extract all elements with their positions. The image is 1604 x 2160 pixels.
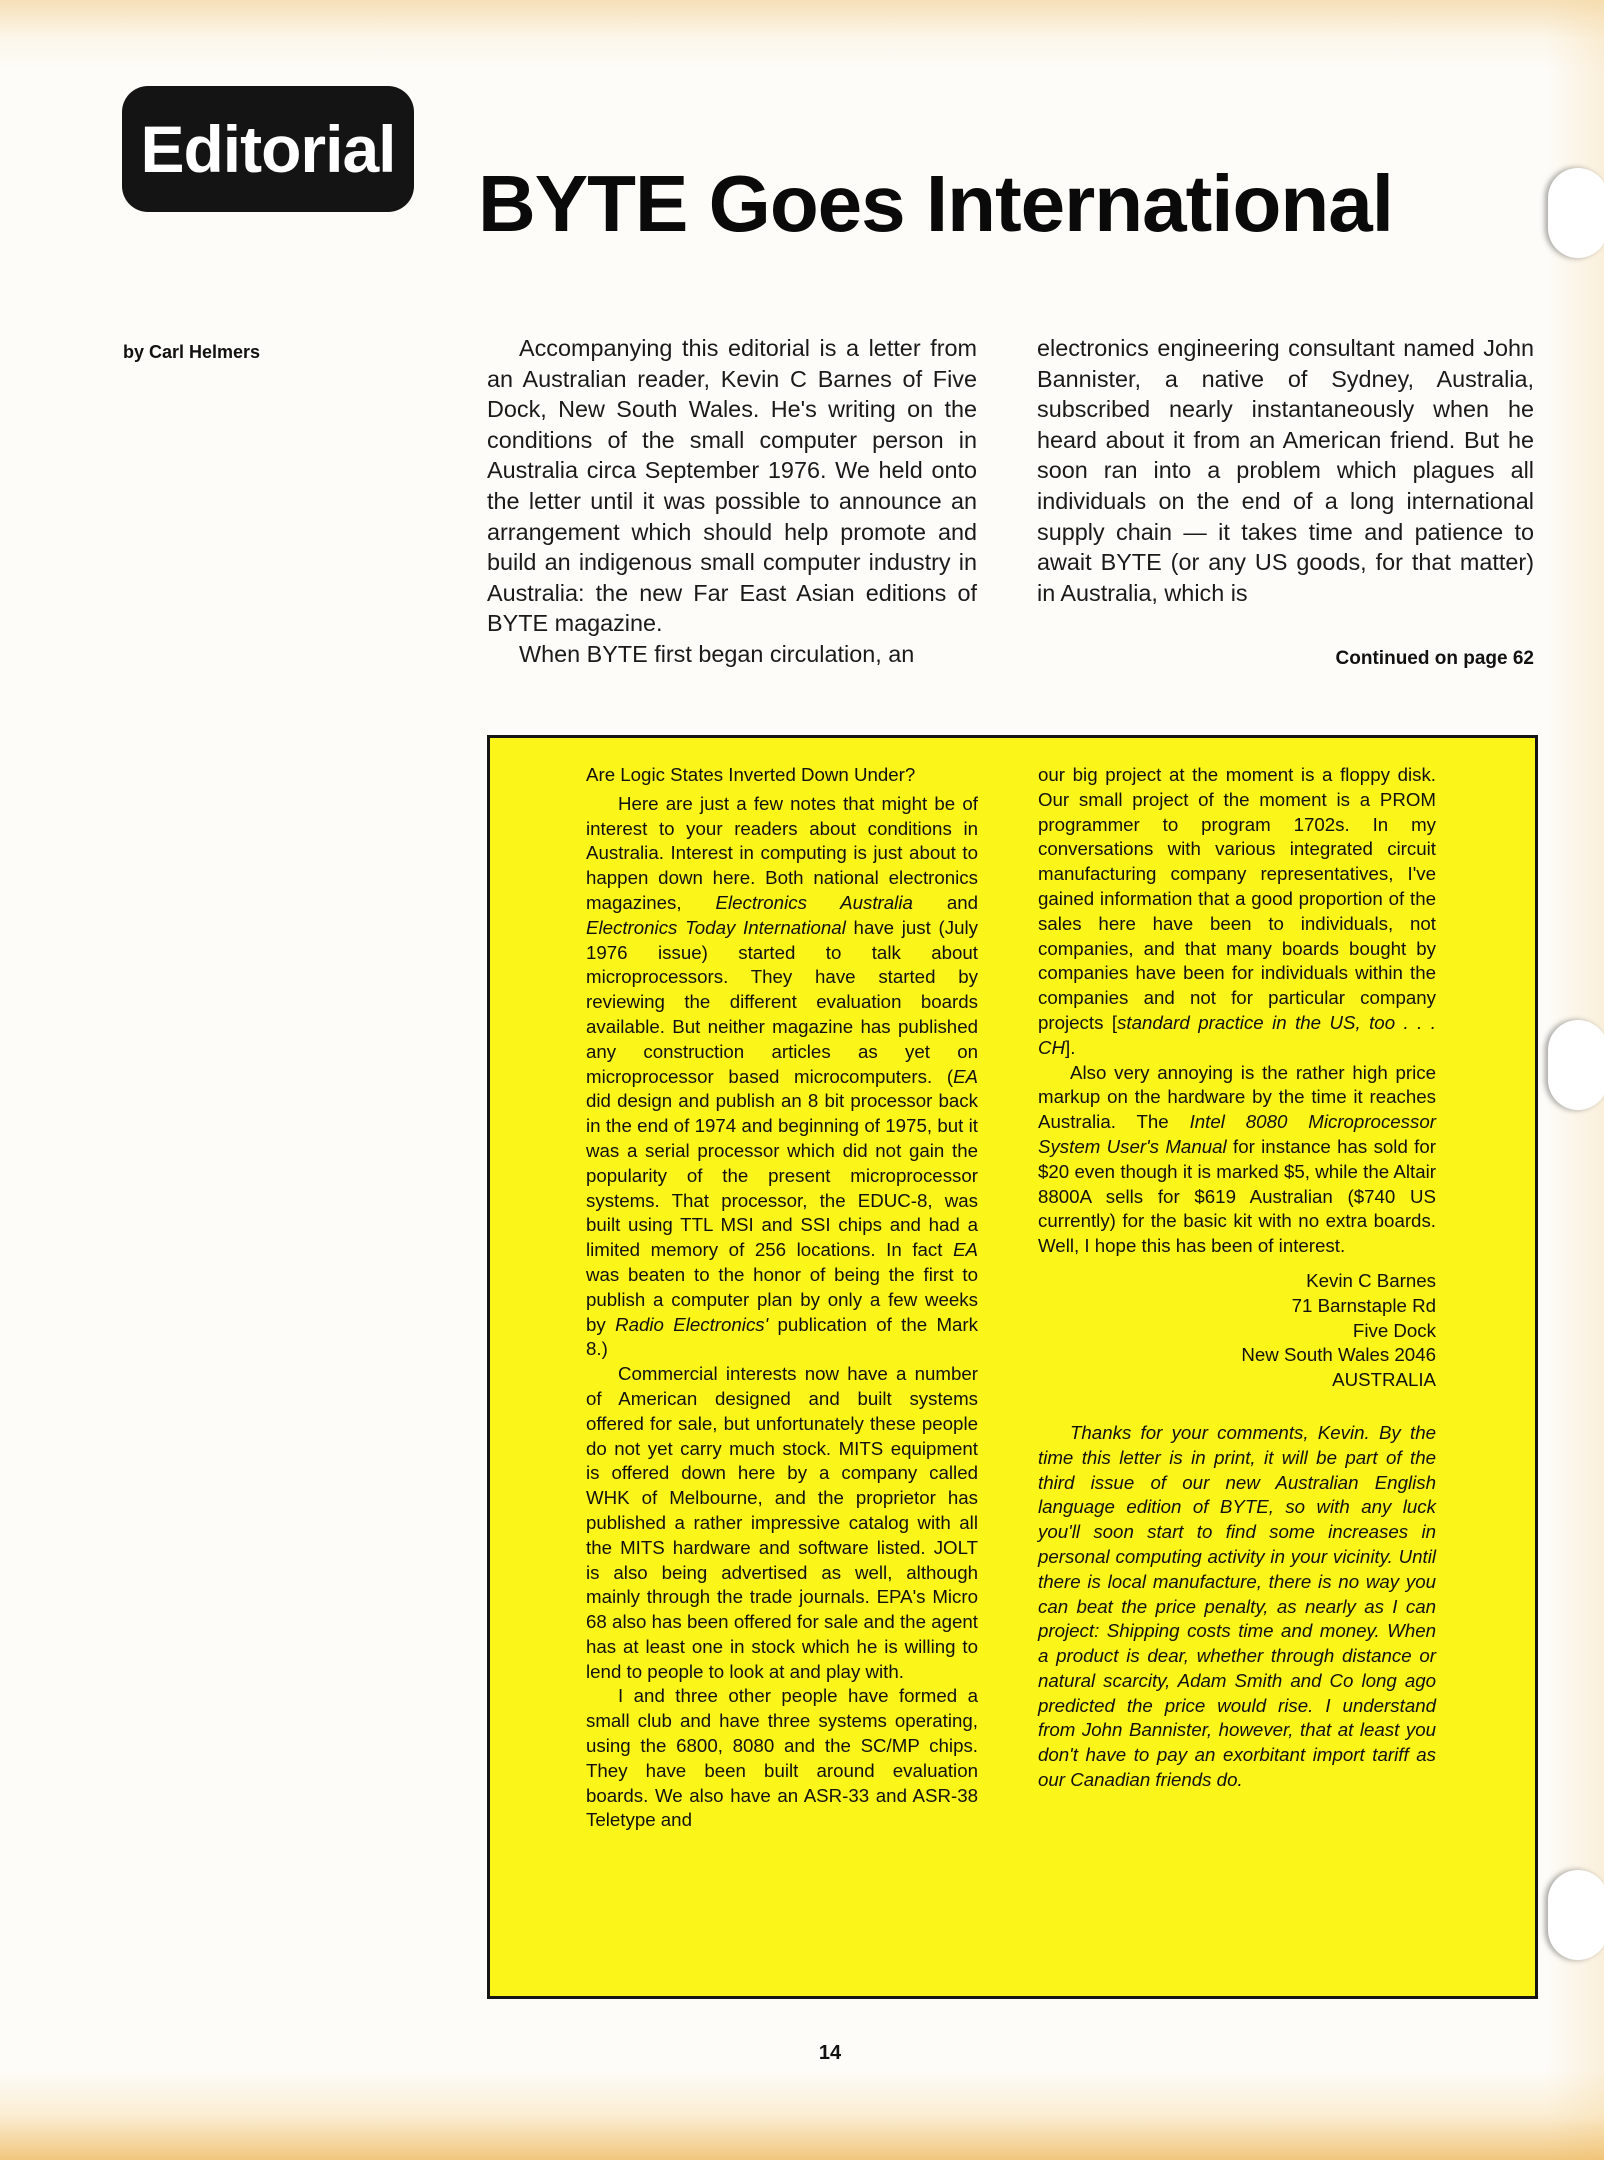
editor-reply: Thanks for your comments, Kevin. By the time this letter is in print, it will be part of the third issue of our new Australian English language edition of BYTE, so with any luck you'll soon start to find some increases in personal computing activity in your vicinity. Until there is local manufacture, there is no way you can beat the price penalty, as nearly as I can project: Shipping costs time and money. When a product is dear, whether through distance or natural scarcity, Adam Smith and Co long ago predicted the price would rise. I understand from John Bannister, however, that at least you don't have to pay an exorbitant import tariff as our Canadian friends do. bbox=[1038, 1421, 1436, 1791]
editorial-paragraph: Accompanying this editorial is a letter from an Australian reader, Kevin C Barnes of Five Dock, New South Wales. He's writing on the conditions of the small computer person in Australia circa September 1976. We held onto the letter until it was possible to announce an arrangement which should help promote and build an indigenous small computer industry in Australia: the new Far East Asian editions of BYTE magazine. bbox=[487, 335, 977, 637]
letter-column-2 bbox=[1038, 763, 1436, 1793]
binder-hole-bottom bbox=[1548, 1870, 1604, 1960]
paper-stain-top bbox=[0, 0, 1604, 70]
binder-hole-top bbox=[1548, 168, 1604, 258]
letter-paragraph: Commercial interests now have a number of American designed and built systems offered for sale, but unfortunately these people do not yet carry much stock. MITS equipment is offered down here by a company called WHK of Melbourne, and the proprietor has published a rather impressive catalog with all the MITS hardware and software listed. JOLT is also being advertised as well, although mainly through the trade journals. EPA's Micro 68 also has been offered for sale and the agent has at least one in stock which he is willing to lend to people to look at and play with. bbox=[586, 1363, 978, 1682]
binder-hole-middle bbox=[1548, 1020, 1604, 1110]
editorial-paragraph: electronics engineering consultant named John Bannister, a native of Sydney, Australia, subscribed nearly instantaneously when he heard about it from an American friend. But he soon ran into a problem which plagues all individuals on the end of a long international supply chain — it takes time and patience to await BYTE (or any US goods, for that matter) in Australia, which is bbox=[1037, 335, 1534, 606]
letter-column-1 bbox=[586, 763, 978, 1833]
editorial-column-2 bbox=[1037, 333, 1534, 608]
editorial-paragraph: When BYTE first began circulation, an bbox=[519, 640, 915, 667]
editorial-column-1 bbox=[487, 333, 977, 670]
signature-line: 71 Barnstaple Rd bbox=[1291, 1294, 1436, 1316]
signature-line: AUSTRALIA bbox=[1332, 1369, 1436, 1391]
signature-block bbox=[1038, 1269, 1436, 1393]
page-title: BYTE Goes International bbox=[478, 159, 1393, 248]
letter-paragraph: our big project at the moment is a floppy disk. Our small project of the moment is a PROM programmer to program 1702s. In my conversations with various integrated circuit manufacturing company representatives, I've gained information that a good proportion of the sales here have been to individuals, not companies, and that many boards bought by companies have been for individuals within the companies and not for particular company projects [standard practice in the US, too . . . CH]. bbox=[1038, 764, 1436, 1058]
signature-line: Five Dock bbox=[1352, 1319, 1436, 1341]
letter-paragraph: Also very annoying is the rather high price markup on the hardware by the time it reaches Australia. The Intel 8080 Microprocessor System User's Manual for instance has sold for $20 even though it is marked $5, while the Altair 8800A sells for $619 Australian ($740 US currently) for the basic kit with no extra boards. Well, I hope this has been of interest. bbox=[1038, 1061, 1436, 1257]
continued-note: Continued on page 62 bbox=[1335, 648, 1534, 669]
letter-paragraph: Here are just a few notes that might be of interest to your readers about conditions in Australia. Interest in computing is just about to happen down here. Both national electronics magazines, Electronics Australia and Electronics Today International have just (July 1976 issue) started to talk about microprocessors. They have started by reviewing the different evaluation boards available. But neither magazine has published any construction articles as yet on microprocessor based microcomputers. (EA did design and publish an 8 bit processor back in the end of 1974 and beginning of 1975, but it was a serial processor which did not gain the popularity of the present microprocessor systems. That processor, the EDUC-8, was built using TTL MSI and SSI chips and had a limited memory of 256 locations. In fact EA was beaten to the honor of being the first to publish a computer plan by only a few weeks by Radio Electronics' publication of the Mark 8.) bbox=[586, 792, 978, 1360]
paper-stain-bottom bbox=[0, 2070, 1604, 2160]
signature-line: Kevin C Barnes bbox=[1306, 1269, 1436, 1291]
page-number: 14 bbox=[818, 2042, 842, 2064]
section-badge: Editorial bbox=[122, 86, 414, 212]
letter-paragraph: I and three other people have formed a small club and have three systems operating, using the 6800, 8080 and the SC/MP chips. They have been built around evaluation boards. We also have an ASR-33 and ASR-38 Teletype and bbox=[586, 1685, 978, 1831]
byline: by Carl Helmers bbox=[123, 342, 261, 362]
letter-heading: Are Logic States Inverted Down Under? bbox=[586, 764, 916, 785]
signature-line: New South Wales 2046 bbox=[1241, 1344, 1436, 1366]
